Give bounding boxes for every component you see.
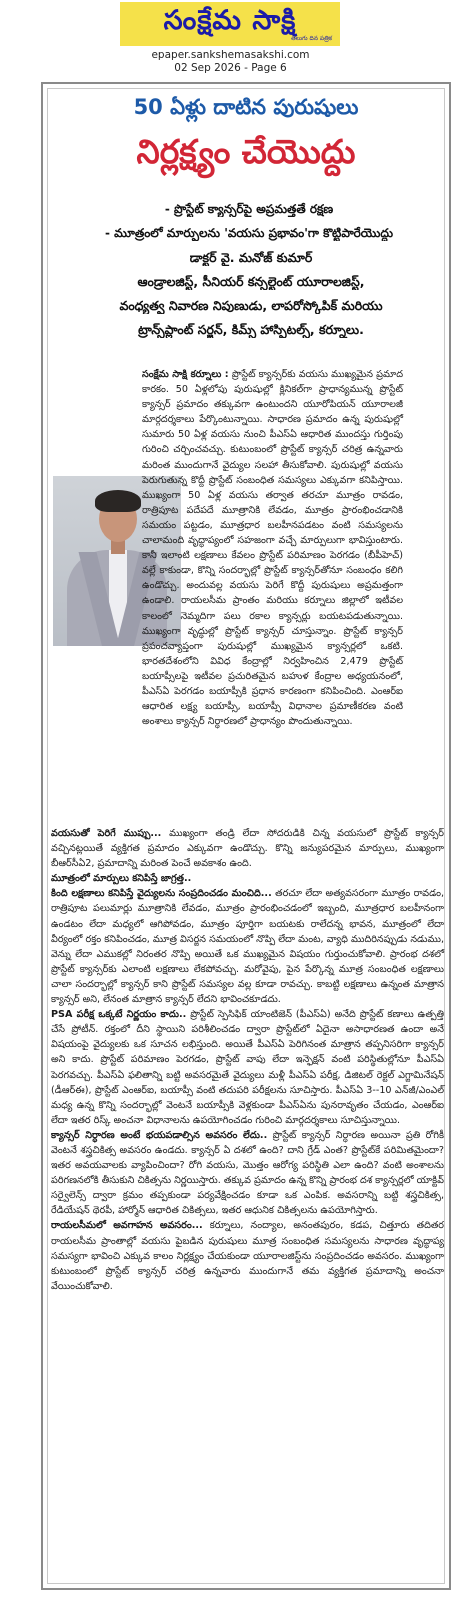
page-meta: [0, 49, 461, 75]
paragraph-4: ప్రొస్టేట్ స్పెసిఫిక్ యాంటిజెన్ (పీఎస్‌ఏ) అనేది ప్రొస్టేట్ కణాలు ఉత్పత్తి చేసే ప్రోటీన్. రక్తంలో దీని స్థాయిని పరిశీలించడం ద్వారా ప్రొస్టేట్‌లో ఏదైనా అసాధారణత ఉందా అనే విషయంపై వైద్యులకు ఒక సూచన లభిస్తుంది. అయితే పీఎస్‌ఏ పెరిగినంత మాత్రాన తప్పనిసరిగా క్యాన్సర్ అని కాదు. ప్రొస్టేట్ పరిమాణం పెరగడం, ప్రొస్టేట్ వాపు లేదా ఇన్ఫెక్షన్ వంటి పరిస్థితుల్లోనూ పీఎస్‌ఏ పెరగవచ్చు. పీఎస్‌ఏ ఫలితాన్ని బట్టి అవసరమైతే వైద్యులు మళ్లీ పీఎస్‌ఏ పరీక్ష, డిజిటల్ రెక్టల్ ఎగ్జామినేషన్ (డీఆర్‌ఈ), ప్రొస్టేట్ ఎంఆర్‌ఐ, బయాప్సీ వంటి తదుపరి పరీక్షలను సూచిస్తారు. పీఎస్‌ఏ 3--10 ఎన్‌జీ/ఎంఎల్ మధ్య ఉన్న కొన్ని సందర్భాల్లో వెంటనే బయాప్సీకి వెళ్లకుండా పీఎస్‌ఏను పునరావృతం చేయడం, ఎంఆర్‌ఐ లేదా ఇతర రిస్క్ అంచనా విధానాలను ఉపయోగించడం గురించి మార్గదర్శకాలు సూచిస్తున్నాయి.: [51, 1009, 444, 1126]
article-body-top: [142, 367, 403, 729]
section-heading-symptoms-list: కింది లక్షణాలు కనిపిస్తే వైద్యులను సంప్రదించడం మంచిది...: [51, 888, 272, 900]
paragraph-5: ప్రొస్టేట్ క్యాన్సర్ నిర్ధారణ అయినా ప్రతి రోగికీ వెంటనే శస్త్రచికిత్స అవసరం ఉండదు. క్యాన్సర్ ఏ దశలో ఉంది? దాని గ్రేడ్ ఎంత? ప్రొస్టేట్‌కే పరిమితమైందా? ఇతర అవయవాలకు వ్యాపించిందా? రోగి వయసు, మొత్తం ఆరోగ్య పరిస్థితి ఎలా ఉంది? వంటి అంశాలను పరిగణనలోకి తీసుకుని చికిత్సను నిర్ణయిస్తారు. తక్కువ ప్రమాదం ఉన్న కొన్ని ప్రారంభ దశ క్యాన్సర్లలో యాక్టివ్ సర్వైలెన్స్ ద్వారా క్రమం తప్పకుండా పర్యవేక్షించడం కూడా ఒక ఎంపిక. అవసరాన్ని బట్టి శస్త్రచికిత్స, రేడియేషన్ థెరపీ, హార్మోన్ ఆధారిత చికిత్సలు, ఇతర ఆధునిక చికిత్సలను ఉపయోగిస్తారు.: [51, 1129, 444, 1217]
article-body-bottom: [51, 826, 444, 1294]
masthead-title: సంక్షేమ సాక్షి: [163, 5, 297, 36]
paragraph-3: తరచూ లేదా అత్యవసరంగా మూత్రం రావడం, రాత్రిపూట పలుమార్లు మూత్రానికి లేవడం, మూత్రం ప్రారంభించడంలో ఇబ్బంది, మూత్రధార బలహీనంగా ఉండటం లేదా మధ్యలో ఆగిపోవడం, మూత్రం పూర్తిగా బయటకు రాలేదన్న భావన, మూత్రంలో లేదా వీర్యంలో రక్తం కనిపించడం, మూత్ర విసర్జన సమయంలో నొప్పి లేదా మంట, వ్యాధి ముదిరినప్పుడు నడుము, వెన్ను లేదా ఎముకల్లో నిరంతర నొప్పి అయితే ఒక ముఖ్యమైన విషయం గుర్తుంచుకోవాలి. ప్రారంభ దశలో ప్రొస్టేట్ క్యాన్సర్‌కు ఎలాంటి లక్షణాలు లేకపోవచ్చు. మరోవైపు, పైన పేర్కొన్న మూత్ర సంబంధిత లక్షణాలు చాలా సందర్భాల్లో క్యాన్సర్ కాని ప్రొస్టేట్ సమస్యల వల్ల కూడా రావచ్చు. కాబట్టి లక్షణాలు ఉన్నంత మాత్రాన క్యాన్సర్ అని, లేనంత మాత్రాన క్యాన్సర్ లేదని భావించకూడదు.: [51, 888, 444, 1006]
masthead-tagline: తెలుగు దిన పత్రిక: [291, 35, 332, 42]
byline-title-2: వంధ్యత్వ నివారణ నిపుణుడు, లాపరోస్కోపిక్ మరియు: [119, 298, 383, 313]
article-kicker: 50 ఏళ్లు దాటిన పురుషులు: [133, 95, 359, 119]
section-heading-symptoms: మూత్రంలో మార్పులు కనిపిస్తే జాగ్రత్త..: [51, 873, 192, 885]
byline-title-1: ఆండ్రాలజిస్ట్, సీనియర్ కన్సల్టెంట్ యూరాలజిస్ట్,: [137, 274, 365, 289]
date-page: 02 Sep 2026 - Page 6: [174, 62, 287, 74]
section-heading-risk: వయసుతో పెరిగే ముప్పు...: [51, 828, 162, 839]
byline-title-3: ట్రాన్స్‌ప్లాంట్ సర్జన్, కిమ్స్ హాస్పిటల్స్, కర్నూలు.: [138, 322, 364, 337]
masthead: [120, 2, 340, 46]
section-heading-diagnosis: క్యాన్సర్ నిర్ధారణ అంటే భయపడాల్సిన అవసరం లేదు..: [51, 1129, 268, 1141]
site-url[interactable]: epaper.sankshemasakshi.com: [151, 49, 310, 61]
subheading-1: - ప్రొస్టేట్ క్యాన్సర్‌పై అప్రమత్తతే రక్షణ: [164, 202, 334, 216]
article-headline: నిర్లక్ష్యం చేయొద్దు: [136, 132, 356, 171]
section-heading-psa: PSA పరీక్ష ఒక్కటే నిర్ణయం కాదు..: [51, 1009, 187, 1021]
paragraph-2: ముఖ్యంగా తండ్రి లేదా సోదరుడికి చిన్న వయసులో ప్రొస్టేట్ క్యాన్సర్ వచ్చినట్లయితే వ్యక్తిగత ప్రమాదం ఎక్కువగా ఉండొచ్చు. కొన్ని జన్యుపరమైన మార్పులు, ముఖ్యంగా బీఆర్‌సీఏ2, ప్రమాదాన్ని మరింత పెంచే అవకాశం ఉంది.: [51, 828, 444, 870]
paragraph-1: ప్రొస్టేట్ క్యాన్సర్‌కు వయసు ముఖ్యమైన ప్రమాద కారకం. 50 ఏళ్లలోపు పురుషుల్లో క్లినికల్‌గా ప్రాధాన్యమున్న ప్రొస్టేట్ క్యాన్సర్ ప్రమాదం తక్కువగా ఉంటుందని యూరోపియన్ యూరాలజీ మార్గదర్శకాలు పేర్కొంటున్నాయి. సాధారణ ప్రమాదం ఉన్న పురుషుల్లో సుమారు 50 ఏళ్ల వయసు నుంచి పీఎస్‌ఏ ఆధారిత ముందస్తు గుర్తింపు గురించి చర్చించవచ్చు. కుటుంబంలో ప్రొస్టేట్ క్యాన్సర్ చరిత్ర ఉన్నవారు మరింత ముందుగానే వైద్యుల సలహా తీసుకోవాలి. పురుషుల్లో వయసు పెరుగుతున్న కొద్దీ ప్రొస్టేట్ సంబంధిత సమస్యలు ఎక్కువగా కనిపిస్తాయి. ముఖ్యంగా 50 ఏళ్ల వయసు తర్వాత తరచూ మూత్రం రావడం, రాత్రిపూట పదేపదే మూత్రానికి లేవడం, మూత్రం ప్రారంభించడానికి సమయం పట్టడం, మూత్రధార బలహీనపడటం వంటి సమస్యలను చాలామంది వృద్ధాప్యంలో సహజంగా వచ్చే మార్పులుగా భావిస్తుంటారు. కానీ ఇలాంటి లక్షణాలు కేవలం ప్రొస్టేట్ పరిమాణం పెరగడం (బీపీహెచ్) వల్లే కాకుండా, కొన్ని సందర్భాల్లో ప్రొస్టేట్ క్యాన్సర్‌తోనూ సంబంధం కలిగి ఉండొచ్చు. అందువల్ల వయసు పెరిగే కొద్దీ పురుషులు అప్రమత్తంగా ఉండాలి. రాయలసీమ ప్రాంతం మరియు కర్నూలు జిల్లాలో ఇటీవల కాలంలో నెమ్మదిగా పలు రకాల క్యాన్సర్లు బయటపడుతున్నాయి. ముఖ్యంగా వృద్ధుల్లో ప్రొస్టేట్ క్యాన్సర్ చూస్తున్నాం. ప్రొస్టేట్ క్యాన్సర్ ప్రపంచవ్యాప్తంగా పురుషుల్లో ముఖ్యమైన క్యాన్సర్లలో ఒకటి. భారతదేశంలోని వివిధ కేంద్రాల్లో నిర్వహించిన 2,479 ప్రొస్టేట్ బయాప్సీలపై ఇటీవల ప్రచురితమైన బహుళ కేంద్రాల అధ్యయనంలో, పీఎస్‌ఏ పెరగడం బయాప్సీకి ప్రధాన కారణంగా కనిపించింది. ఎంఆర్‌ఐ ఆధారిత లక్ష్య బయాప్సీ, బయాప్సీ విధానాల ప్రమాణీకరణ వంటి అంశాలు క్యాన్సర్ నిర్ధారణలో ప్రాధాన్యం పొందుతున్నాయి.: [142, 369, 403, 728]
paragraph-6: కర్నూలు, నంద్యాల, అనంతపురం, కడప, చిత్తూరు తదితర రాయలసీమ ప్రాంతాల్లో వయసు పైబడిన పురుషులు మూత్ర సంబంధిత సమస్యలను సాధారణ వృద్ధాప్య సమస్యగా భావించి ఎక్కువ కాలం నిర్లక్ష్యం చేయకుండా యూరాలజిస్ట్‌ను సంప్రదించడం అవసరం. ముఖ్యంగా కుటుంబంలో ప్రొస్టేట్ క్యాన్సర్ చరిత్ర ఉన్నవారు ముందుగానే తమ వ్యక్తిగత ప్రమాదాన్ని అంచనా వేయించుకోవాలి.: [51, 1220, 444, 1292]
byline-name: డాక్టర్ వై. మనోజ్ కుమార్: [189, 250, 313, 265]
dateline: సంక్షేమ సాక్షి కర్నూలు :: [142, 369, 229, 380]
section-heading-awareness: రాయలసీమలో అవగాహన అవసరం...: [51, 1220, 203, 1232]
subheading-2: - మూత్రంలో మార్పులను 'వయసు ప్రభావం'గా కొట్టిపారేయొద్దు: [104, 226, 394, 240]
